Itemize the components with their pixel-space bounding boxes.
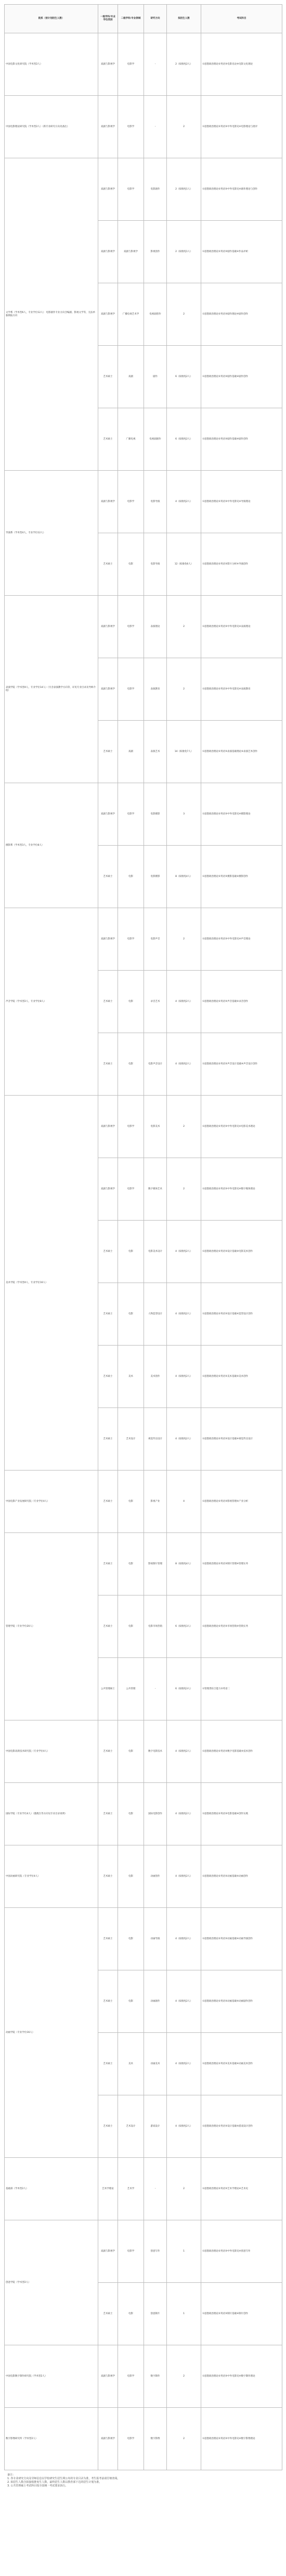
- header-quota: 拟招生人数: [167, 5, 201, 33]
- quota-cell: 2: [167, 908, 201, 971]
- school-cell: 美术学院（学术型4人，专业学位16人）: [5, 1096, 98, 1471]
- category-cell: 艺术硕士: [98, 1408, 118, 1471]
- specialty-cell: 电影学: [118, 33, 144, 96]
- category-cell: 艺术硕士: [98, 1595, 118, 1658]
- exam-cell: ①思想政治理论②英语③设计基础④视觉传达设计: [201, 1408, 282, 1471]
- quota-cell: 4: [167, 1471, 201, 1533]
- table-row: [5, 1471, 282, 1533]
- area-cell: -: [144, 33, 167, 96]
- quota-cell: 6（拟推免2人）: [167, 346, 201, 408]
- note-line: 3. 公共管理硕士考试科目按全国统一考试要求执行。: [7, 2484, 68, 2487]
- quota-cell: 4（拟推免2人）: [167, 1408, 201, 1471]
- category-cell: 戏剧与影视学: [98, 158, 118, 221]
- category-cell: 艺术硕士: [98, 1346, 118, 1408]
- exam-cell: ①思想政治理论②英语③动画基础④动画创作: [201, 1845, 282, 1908]
- school-cell: 导演系（学术型4人，专业学位12人）: [5, 471, 98, 596]
- quota-cell: 2: [167, 1158, 201, 1221]
- school-cell: 表演学院（学术型4人，专业学位14人）（另含表演教学方向等，详见专业目录及导师介绍）: [5, 596, 98, 783]
- category-cell: 艺术硕士: [98, 2095, 118, 2158]
- specialty-cell: 广播电视: [118, 408, 144, 471]
- school-cell: 声音学院（学术型2人，专业学位8人）: [5, 908, 98, 1096]
- specialty-cell: 美术: [118, 1346, 144, 1408]
- quota-cell: 12（拟推免6人）: [167, 533, 201, 596]
- specialty-cell: 电影: [118, 846, 144, 908]
- quota-cell: 2: [167, 658, 201, 721]
- specialty-cell: 艺术设计: [118, 2095, 144, 2158]
- specialty-cell: 美术: [118, 2033, 144, 2095]
- area-cell: 电影导演: [144, 533, 167, 596]
- area-cell: 数字制作: [144, 2345, 167, 2408]
- specialty-cell: 电影学: [118, 471, 144, 533]
- exam-cell: ①思想政治理论②英语③中外电影史④表演理论: [201, 596, 282, 658]
- quota-cell: 2（拟推免2人）: [167, 33, 201, 96]
- area-cell: 动画剧作: [144, 1970, 167, 2033]
- quota-cell: 6（拟推免2人）: [167, 408, 201, 471]
- specialty-cell: 电影: [118, 971, 144, 1033]
- exam-cell: ①思想政治理论②英语③数字电影基础④技术创作: [201, 1720, 282, 1783]
- header-school: 院系（按计划招生人数）: [5, 5, 98, 33]
- area-cell: 美术创作: [144, 1346, 167, 1408]
- exam-cell: ①思想政治理论②英语③动画基础④动画剧作创作: [201, 1970, 282, 2033]
- area-cell: 电影摄影: [144, 783, 167, 846]
- category-cell: 艺术硕士: [98, 408, 118, 471]
- specialty-cell: 电影学: [118, 1158, 144, 1221]
- area-cell: 动画创作: [144, 1845, 167, 1908]
- category-cell: 戏剧与影视学: [98, 2408, 118, 2470]
- exam-cell: ①思想政治理论②英语③中外电影史④电影美术理论: [201, 1096, 282, 1158]
- specialty-cell: 广播电视艺术学: [118, 283, 144, 346]
- specialty-cell: 电影: [118, 1908, 144, 1970]
- area-cell: 电影声音设计: [144, 1033, 167, 1096]
- exam-cell: ①思想政治理论②英语③剧作基础④剧作创作: [201, 346, 282, 408]
- specialty-cell: 电影学: [118, 96, 144, 158]
- specialty-cell: 电影: [118, 1720, 144, 1783]
- quota-cell: 3: [167, 783, 201, 846]
- table-row: [5, 1096, 282, 1158]
- category-cell: 戏剧与影视学: [98, 1158, 118, 1221]
- school-cell: 摄影系（学术型3人，专业学位8人）: [5, 783, 98, 908]
- table-row: [5, 2345, 282, 2408]
- category-cell: 艺术硕士: [98, 1033, 118, 1096]
- table-row: [5, 1845, 282, 1908]
- category-cell: 艺术硕士: [98, 1471, 118, 1533]
- exam-cell: ①思想政治理论②英语③影片分析④导演创作: [201, 533, 282, 596]
- specialty-cell: 电影学: [118, 158, 144, 221]
- quota-cell: 4（拟推免2人）: [167, 971, 201, 1033]
- table-row: [5, 1783, 282, 1845]
- specialty-cell: 公共管理: [118, 1658, 144, 1720]
- exam-cell: ①思想政治理论②英语③表演基础理论④表演艺术创作: [201, 721, 282, 783]
- category-cell: 艺术硕士: [98, 1970, 118, 2033]
- exam-cell: ①思想政治理论②英语③剧作基础④剧作创作: [201, 408, 282, 471]
- exam-cell: ①思想政治理论②英语③制片基础④制片创作: [201, 2283, 282, 2345]
- exam-cell: ①思想政治理论②英语③美术基础④美术创作: [201, 1346, 282, 1408]
- category-cell: 艺术硕士: [98, 2283, 118, 2345]
- exam-cell: ①思想政治理论②英语③中外电影史④摄影理论: [201, 783, 282, 846]
- specialty-cell: 电影: [118, 1283, 144, 1346]
- area-cell: 人物造型设计: [144, 1283, 167, 1346]
- exam-cell: ①思想政治理论②英语③中外电影史④数字影像理论: [201, 2408, 282, 2470]
- table-row: [5, 2408, 282, 2470]
- quota-cell: 6（拟推免3人）: [167, 1595, 201, 1658]
- specialty-cell: 电影: [118, 1471, 144, 1533]
- table-row: [5, 96, 282, 158]
- note-line: 1. 各专业研究方向及导师信息以学校研究生招生网公布的专业目录为准，考生报考前请仔细查阅。: [7, 2477, 120, 2480]
- category-cell: 戏剧与影视学: [98, 2220, 118, 2283]
- category-cell: 戏剧与影视学: [98, 96, 118, 158]
- header-category: 一级学科/专业学位类别: [98, 5, 118, 33]
- specialty-cell: 戏剧: [118, 721, 144, 783]
- area-cell: 表演理论: [144, 596, 167, 658]
- specialty-cell: 电影: [118, 2283, 144, 2345]
- notes-title: 备注：: [7, 2473, 16, 2477]
- specialty-cell: 电影: [118, 1595, 144, 1658]
- quota-cell: 4（拟推免2人）: [167, 1970, 201, 2033]
- quota-cell: 2: [167, 2408, 201, 2470]
- area-cell: -: [144, 2158, 167, 2220]
- school-cell: 中国电影数字制作研究院（学术型2人）: [5, 2345, 98, 2408]
- school-cell: 中国电影高新技术研究院（专业学位4人）: [5, 1720, 98, 1783]
- specialty-cell: 电影: [118, 1783, 144, 1845]
- specialty-cell: 电影: [118, 1533, 144, 1595]
- school-cell: 基础部（学术型2人）: [5, 2158, 98, 2220]
- area-cell: 影视制片管理: [144, 1533, 167, 1595]
- exam-cell: ①思想政治理论②英语③制片管理④管理实务: [201, 1533, 282, 1595]
- exam-cell: ①思想政治理论②英语③电影史论④电影文化理论: [201, 33, 282, 96]
- category-cell: 艺术硕士: [98, 1720, 118, 1783]
- table-row: [5, 33, 282, 96]
- area-cell: 表演教育: [144, 658, 167, 721]
- specialty-cell: 艺术设计: [118, 1408, 144, 1471]
- specialty-cell: 电影学: [118, 1096, 144, 1158]
- specialty-cell: 艺术学: [118, 2158, 144, 2220]
- school-cell: 国际学院（专业学位4人）（港澳台等方向见专业目录说明）: [5, 1783, 98, 1845]
- specialty-cell: 电影: [118, 1221, 144, 1283]
- quota-cell: 1: [167, 2283, 201, 2345]
- exam-cell: ①思想政治理论②英语③声音基础④录音创作: [201, 971, 282, 1033]
- header-exam: 考试科目: [201, 5, 282, 33]
- table-row: [5, 158, 282, 221]
- exam-cell: ①思想政治理论②英语③剧作理论④剧作创作: [201, 283, 282, 346]
- exam-cell: ①思想政治理论②英语③中外电影史④电影理论与批评: [201, 96, 282, 158]
- table-row: [5, 596, 282, 658]
- category-cell: 艺术硕士: [98, 346, 118, 408]
- exam-cell: ①管理类综合能力②英语二: [201, 1658, 282, 1720]
- specialty-cell: 电影: [118, 533, 144, 596]
- exam-cell: ①思想政治理论②英语③市场营销④营销实务: [201, 1595, 282, 1658]
- area-cell: 电视剧剧作: [144, 408, 167, 471]
- specialty-cell: 戏剧与影视学: [118, 221, 144, 283]
- area-cell: 数字影像: [144, 2408, 167, 2470]
- exam-cell: ①思想政治理论②英语③动画基础④动画导演创作: [201, 1908, 282, 1970]
- quota-cell: 1: [167, 2220, 201, 2283]
- quota-cell: 4（拟推免2人）: [167, 2095, 201, 2158]
- category-cell: 戏剧与影视学: [98, 596, 118, 658]
- exam-cell: ①思想政治理论②英语③摄影基础④摄影创作: [201, 846, 282, 908]
- specialty-cell: 电影: [118, 1033, 144, 1096]
- exam-cell: ①思想政治理论②英语③中外电影史④剧作理论与创作: [201, 158, 282, 221]
- category-cell: 艺术硕士: [98, 1908, 118, 1970]
- exam-cell: ①思想政治理论②英语③声音设计基础④声音设计创作: [201, 1033, 282, 1096]
- quota-cell: 2: [167, 2345, 201, 2408]
- table-row: [5, 2220, 282, 2283]
- category-cell: 艺术硕士: [98, 1533, 118, 1595]
- exam-cell: ①思想政治理论②英语③剧作基础④作品评析: [201, 221, 282, 283]
- exam-cell: ①思想政治理论②英语③中外电影史④声音理论: [201, 908, 282, 971]
- area-cell: 创意写作: [144, 2220, 167, 2283]
- table-header-row: [5, 5, 282, 33]
- school-cell: 数字影像研究所（学术型2人）: [5, 2408, 98, 2470]
- specialty-cell: 电影学: [118, 596, 144, 658]
- quota-cell: 2: [167, 2158, 201, 2220]
- area-cell: 电视剧创作: [144, 283, 167, 346]
- quota-cell: 4（拟推免2人）: [167, 1346, 201, 1408]
- category-cell: 艺术硕士: [98, 1783, 118, 1845]
- header-specialty: 二级学科/专业领域: [118, 5, 144, 33]
- area-cell: 电影美术: [144, 1096, 167, 1158]
- quota-cell: 4（拟推免2人）: [167, 1283, 201, 1346]
- school-cell: 中国电影理论研究院（学术型2人）（新专业研究方向见备注）: [5, 96, 98, 158]
- notes-section: [7, 2473, 279, 2488]
- area-cell: 创意制片: [144, 2283, 167, 2345]
- category-cell: 艺术硕士: [98, 1283, 118, 1346]
- exam-cell: ①思想政治理论②英语③中外电影史④数字制作理论: [201, 2345, 282, 2408]
- area-cell: 电影剧作: [144, 158, 167, 221]
- category-cell: 艺术硕士: [98, 2033, 118, 2095]
- area-cell: 剧作: [144, 346, 167, 408]
- school-cell: 管理学院（专业学位20人）: [5, 1533, 98, 1720]
- table-row: [5, 908, 282, 971]
- quota-cell: 4（拟推免2人）: [167, 1908, 201, 1970]
- area-cell: 电影市场营销: [144, 1595, 167, 1658]
- area-cell: 电影声音: [144, 908, 167, 971]
- exam-cell: ①思想政治理论②英语③美术基础④动画美术创作: [201, 2033, 282, 2095]
- area-cell: 表演艺术: [144, 721, 167, 783]
- admissions-table: [4, 4, 282, 2470]
- category-cell: 戏剧与影视学: [98, 2345, 118, 2408]
- specialty-cell: 电影学: [118, 2345, 144, 2408]
- exam-cell: ①思想政治理论②英语③影视管理④产业分析: [201, 1471, 282, 1533]
- specialty-cell: 电影学: [118, 783, 144, 846]
- quota-cell: 4（拟推免2人）: [167, 1221, 201, 1283]
- area-cell: 电影摄影: [144, 846, 167, 908]
- note-line: 2. 拟招生人数含拟接收推免生人数，最终招生人数以教育部下达的招生计划为准。: [7, 2481, 102, 2484]
- table-row: [5, 471, 282, 533]
- category-cell: 艺术硕士: [98, 1845, 118, 1908]
- area-cell: 视觉传达设计: [144, 1408, 167, 1471]
- quota-cell: 2: [167, 283, 201, 346]
- category-cell: 公共管理硕士: [98, 1658, 118, 1720]
- school-cell: 中国动画研究院（专业学位4人）: [5, 1845, 98, 1908]
- area-cell: 影视产业: [144, 1471, 167, 1533]
- exam-cell: ①思想政治理论②英语③电影基础④创作实践: [201, 1783, 282, 1845]
- exam-cell: ①思想政治理论②英语③艺术学理论④艺术史: [201, 2158, 282, 2220]
- quota-cell: 14（拟推免7人）: [167, 721, 201, 783]
- area-cell: -: [144, 96, 167, 158]
- exam-cell: ①思想政治理论②英语③中外电影史④表演教育: [201, 658, 282, 721]
- specialty-cell: 电影: [118, 1970, 144, 2033]
- quota-cell: 4（拟推免2人）: [167, 1033, 201, 1096]
- header-area: 研究方向: [144, 5, 167, 33]
- quota-cell: 4（拟推免2人）: [167, 1845, 201, 1908]
- category-cell: 戏剧与影视学: [98, 1096, 118, 1158]
- table-row: [5, 2158, 282, 2220]
- exam-cell: ①思想政治理论②英语③中外电影史④数字媒体理论: [201, 1158, 282, 1221]
- area-cell: 影视创作: [144, 221, 167, 283]
- table-row: [5, 1908, 282, 1970]
- quota-cell: 4（拟推免2人）: [167, 2033, 201, 2095]
- category-cell: 艺术硕士: [98, 1221, 118, 1283]
- exam-cell: ①思想政治理论②英语③设计基础④游戏设计创作: [201, 2095, 282, 2158]
- category-cell: 戏剧与影视学: [98, 283, 118, 346]
- school-cell: 创意学院（学术型2人）: [5, 2220, 98, 2345]
- specialty-cell: 戏剧: [118, 346, 144, 408]
- category-cell: 艺术学理论: [98, 2158, 118, 2220]
- quota-cell: 2: [167, 1096, 201, 1158]
- category-cell: 艺术硕士: [98, 533, 118, 596]
- category-cell: 戏剧与影视学: [98, 658, 118, 721]
- area-cell: 数字电影技术: [144, 1720, 167, 1783]
- specialty-cell: 电影: [118, 1845, 144, 1908]
- specialty-cell: 电影学: [118, 658, 144, 721]
- quota-cell: 8（拟推免4人）: [167, 1533, 201, 1595]
- quota-cell: 4（拟推免2人）: [167, 471, 201, 533]
- table-row: [5, 1720, 282, 1783]
- area-cell: 电影美术设计: [144, 1221, 167, 1283]
- specialty-cell: 电影学: [118, 908, 144, 971]
- table-row: [5, 1533, 282, 1595]
- category-cell: 戏剧与影视学: [98, 471, 118, 533]
- quota-cell: 4（拟推免2人）: [167, 1720, 201, 1783]
- quota-cell: 2（拟推免1人）: [167, 221, 201, 283]
- area-cell: 录音艺术: [144, 971, 167, 1033]
- area-cell: 动画美术: [144, 2033, 167, 2095]
- school-cell: 动画学院（专业学位16人）: [5, 1908, 98, 2158]
- specialty-cell: 电影学: [118, 2408, 144, 2470]
- category-cell: 艺术硕士: [98, 846, 118, 908]
- quota-cell: 2: [167, 96, 201, 158]
- exam-cell: ①思想政治理论②英语③设计基础④电影美术创作: [201, 1221, 282, 1283]
- area-cell: -: [144, 1658, 167, 1720]
- area-cell: 国际电影创作: [144, 1783, 167, 1845]
- school-cell: 中国电影产业发展研究院（专业学位4人）: [5, 1471, 98, 1533]
- category-cell: 戏剧与影视学: [98, 221, 118, 283]
- area-cell: 游戏设计: [144, 2095, 167, 2158]
- category-cell: 艺术硕士: [98, 971, 118, 1033]
- exam-cell: ①思想政治理论②英语③设计基础④造型设计创作: [201, 1283, 282, 1346]
- exam-cell: ①思想政治理论②英语③中外电影史④导演理论: [201, 471, 282, 533]
- quota-cell: 4（拟推免2人）: [167, 1783, 201, 1845]
- area-cell: 数字媒体艺术: [144, 1158, 167, 1221]
- school-cell: 中国电影文化研究院（学术型2人）: [5, 33, 98, 96]
- category-cell: 艺术硕士: [98, 721, 118, 783]
- table-row: [5, 783, 282, 846]
- category-cell: 戏剧与影视学: [98, 908, 118, 971]
- quota-cell: 2: [167, 596, 201, 658]
- exam-cell: ①思想政治理论②英语③中外电影史④创意写作: [201, 2220, 282, 2283]
- quota-cell: 8（拟推免4人）: [167, 846, 201, 908]
- category-cell: 戏剧与影视学: [98, 783, 118, 846]
- area-cell: 电影导演: [144, 471, 167, 533]
- area-cell: 动画导演: [144, 1908, 167, 1970]
- quota-cell: 2（拟推免1人）: [167, 158, 201, 221]
- quota-cell: 6（拟推免3人）: [167, 1658, 201, 1720]
- table-body: [5, 33, 282, 2470]
- school-cell: 文学系（学术型6人，专业学位12人） 电影剧作专业方向含编剧、影视文学等，无法单独填报方向: [5, 158, 98, 471]
- category-cell: 戏剧与影视学: [98, 33, 118, 96]
- specialty-cell: 电影学: [118, 2220, 144, 2283]
